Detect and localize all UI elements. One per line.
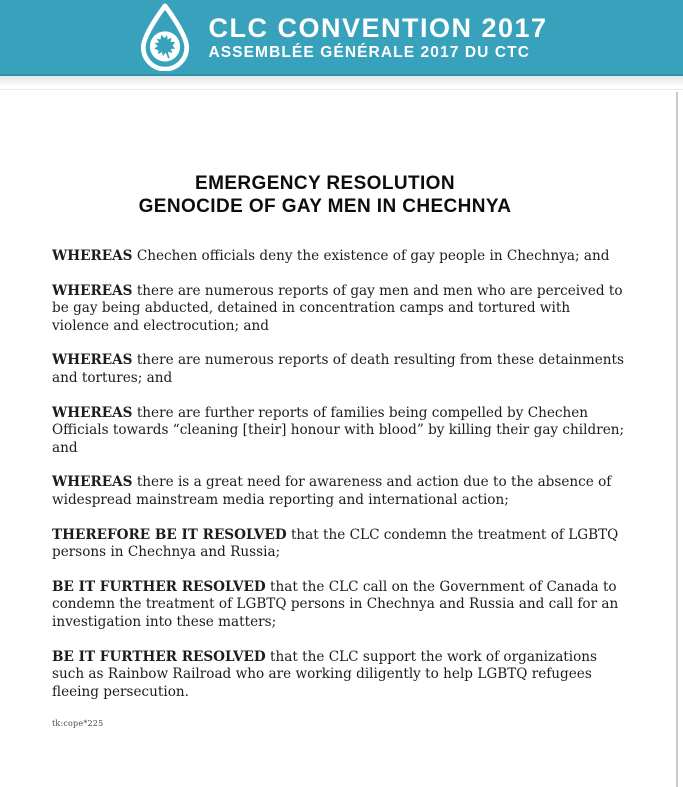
- banner-text: [208, 13, 547, 62]
- page-right-edge-line: [676, 92, 678, 787]
- whereas-paragraph: [52, 352, 628, 387]
- paragraph-text: there is a great need for awareness and action due to the absence of widespread mainstream media reporting and international action;: [52, 474, 612, 508]
- paragraph-lead: WHEREAS: [52, 474, 133, 491]
- paragraph-lead: WHEREAS: [52, 248, 133, 264]
- paragraph-lead: BE IT FURTHER RESOLVED: [52, 578, 266, 595]
- document-title-line1: EMERGENCY RESOLUTION: [195, 173, 455, 194]
- whereas-paragraph: [52, 248, 628, 266]
- paragraph-text: that the CLC support the work of organizations such as Rainbow Railroad who are working diligently to help LGBTQ refugees fleeing persecution.: [52, 648, 598, 700]
- clc-drop-maple-leaf-logo: [135, 3, 195, 71]
- resolved-paragraph: [52, 527, 628, 562]
- resolution-document: [0, 90, 683, 728]
- paragraph-text: that the CLC condemn the treatment of LGBTQ persons in Chechnya and Russia;: [52, 526, 619, 561]
- resolved-paragraph: [52, 649, 628, 702]
- whereas-paragraph: [52, 283, 628, 336]
- document-title-line2: GENOCIDE OF GAY MEN IN CHECHNYA: [138, 196, 512, 217]
- resolved-paragraph: [52, 579, 628, 632]
- convention-banner: [0, 0, 683, 76]
- paragraph-text: there are further reports of families being compelled by Chechen Officials towards “cleaning [their] honour with blood” by killing their gay children; and: [52, 404, 625, 456]
- banner-title: CLC CONVENTION 2017: [208, 12, 548, 43]
- paragraph-text: there are numerous reports of death resulting from these detainments and tortures; and: [52, 352, 624, 386]
- paragraph-lead: WHEREAS: [52, 282, 133, 299]
- cope-designation-code: tk:cope*225: [52, 719, 104, 729]
- paragraph-lead: THEREFORE BE IT RESOLVED: [52, 526, 287, 543]
- whereas-paragraph: [52, 405, 628, 458]
- paragraph-text: there are numerous reports of gay men and men who are perceived to be gay being abducted, detained in concentration camps and tortured with violence and electrocution; and: [52, 282, 623, 334]
- paragraph-text: Chechen officials deny the existence of gay people in Chechnya; and: [136, 248, 610, 264]
- page-top-shadow: [0, 76, 683, 85]
- document-title: [22, 172, 628, 218]
- paragraph-lead: BE IT FURTHER RESOLVED: [52, 648, 266, 665]
- paragraph-text: that the CLC call on the Government of Canada to condemn the treatment of LGBTQ persons in Chechnya and Russia and call for an investigation into these matters;: [52, 578, 619, 630]
- paragraph-lead: WHEREAS: [52, 404, 133, 421]
- paragraph-lead: WHEREAS: [52, 352, 133, 369]
- whereas-paragraph: [52, 474, 628, 509]
- banner-subtitle: ASSEMBLÉE GÉNÉRALE 2017 DU CTC: [208, 43, 530, 61]
